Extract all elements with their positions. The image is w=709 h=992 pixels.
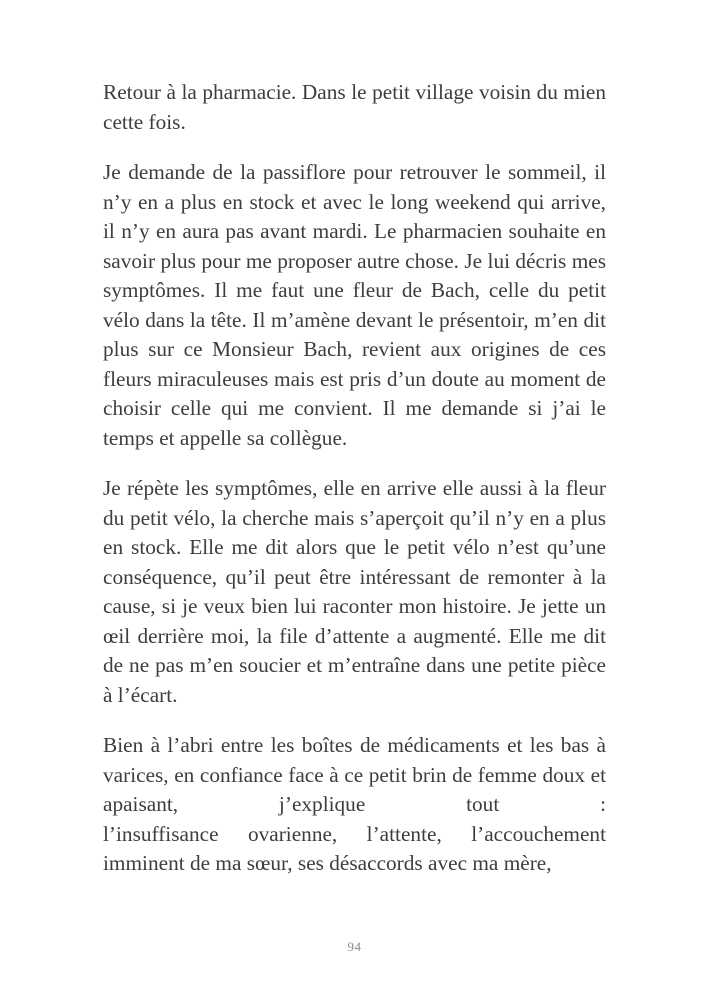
page-number: 94: [347, 939, 362, 954]
page-footer: [0, 938, 709, 956]
paragraph-passiflore: Je demande de la passiflore pour retrouver le sommeil, il n’y en a plus en stock et avec le long weekend qui arrive, il n’y en aura pas avant mardi. Le pharmacien souhaite en savoir plus pour me proposer autre chose. Je lui décris mes symptômes. Il me faut une fleur de Bach, celle du petit vélo dans la tête. Il m’amène devant le présentoir, m’en dit plus sur ce Monsieur Bach, revient aux origines de ces fleurs miraculeuses mais est pris d’un doute au moment de choisir celle qui me convient. Il me demande si j’ai le temps et appelle sa collègue.: [103, 160, 606, 450]
paragraph-bien-a-labri-part1: Bien à l’abri entre les boîtes de médicaments et les bas à varices, en confiance face à ce petit brin de femme doux et apaisant, j’explique tout :: [103, 733, 606, 816]
paragraph-bien-a-labri-part2: l’insuffisance ovarienne, l’attente, l’accouchement imminent de ma sœur, ses désaccords avec ma mère,: [103, 821, 606, 875]
paragraph-je-repete: Je répète les symptômes, elle en arrive elle aussi à la fleur du petit vélo, la cherche mais s’aperçoit qu’il n’y en a plus en stock. Elle me dit alors que le petit vélo n’est qu’une conséquence, qu’il peut être intéressant de remonter à la cause, si je veux bien lui raconter mon histoire. Je jette un œil derrière moi, la file d’attente a augmenté. Elle me dit de ne pas m’en soucier et m’entraîne dans une petite pièce à l’écart.: [103, 476, 606, 707]
paragraph-retour-pharmacie: Retour à la pharmacie. Dans le petit village voisin du mien cette fois.: [103, 80, 606, 134]
page-body-text: [103, 78, 606, 879]
